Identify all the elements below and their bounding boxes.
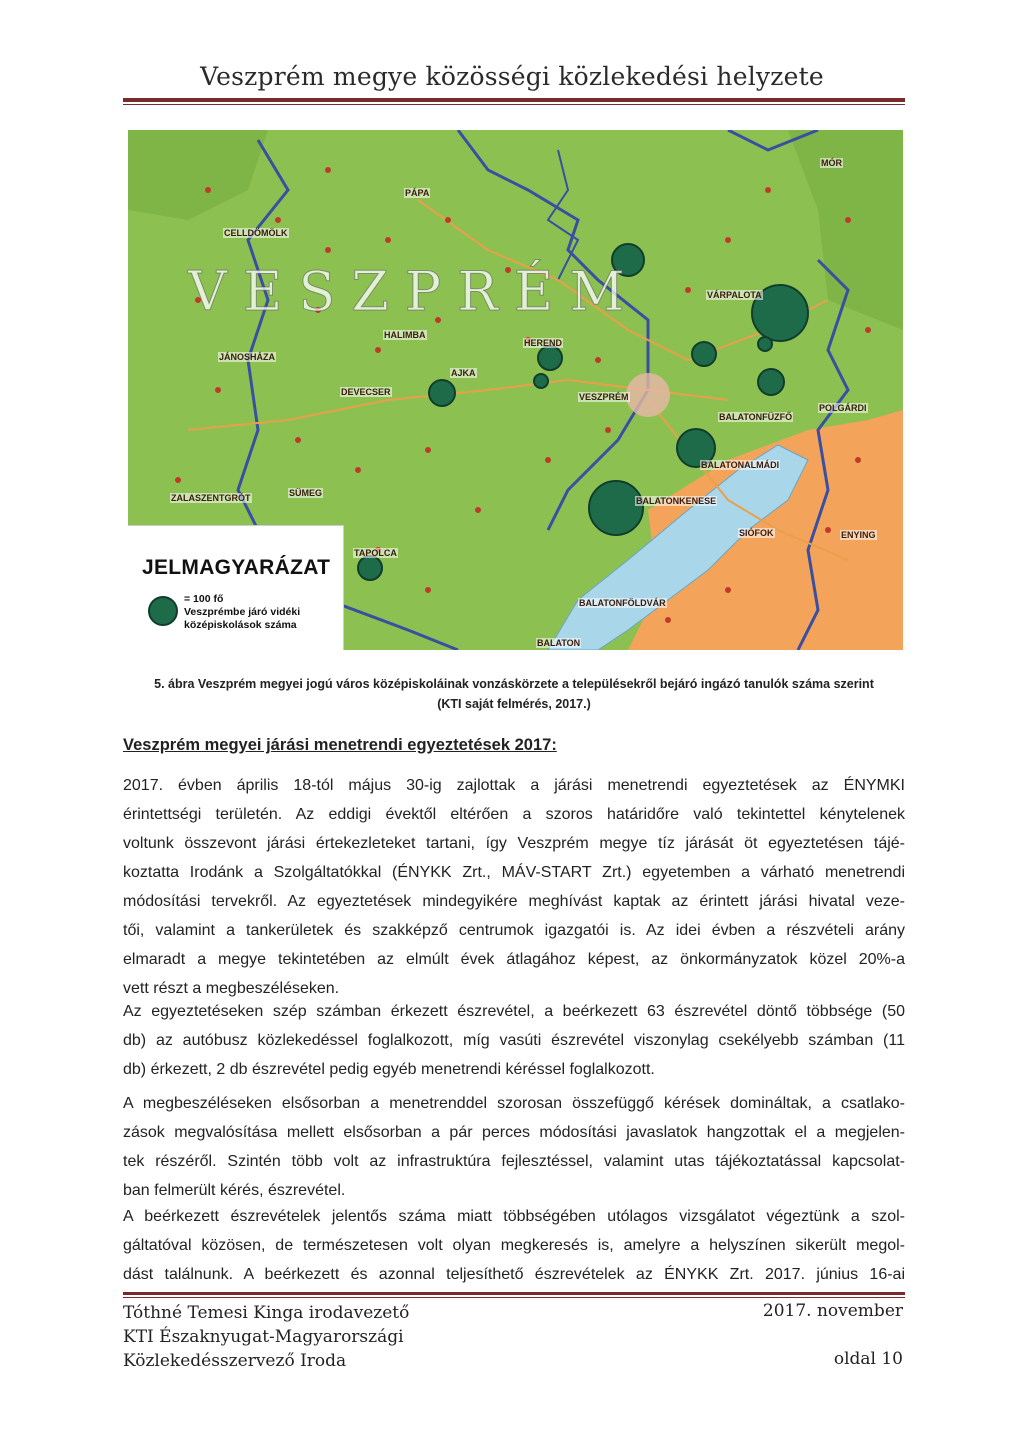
text-line: tői, valamint a tankerületek és szakképző centrumok igazgatói is. Az idei évben a részvételi arány bbox=[123, 922, 905, 939]
map-label-celldomolk: CELLDÖMÖLK bbox=[224, 228, 288, 238]
paragraph-3 bbox=[123, 1089, 905, 1205]
text-line: 2017. évben április 18-tól május 30-ig zajlottak a járási menetrendi egyeztetések az ÉNYMKI bbox=[123, 777, 905, 794]
legend-circle-icon bbox=[148, 596, 178, 626]
footer-org-2: Közlekedésszervező Iroda bbox=[123, 1351, 347, 1371]
map-label-balaton: BALATON bbox=[537, 638, 581, 648]
text-line: érintettségi területén. Az eddigi évektől eltérően a szoros határidőre való tekintettel kénytelenek bbox=[123, 806, 905, 823]
map-label-janoshaza: JÁNOSHÁZA bbox=[219, 352, 276, 362]
map-label-balatonkenese: BALATONKENESE bbox=[636, 496, 717, 506]
map-label-ajka: AJKA bbox=[451, 368, 476, 378]
footer-rule-thin bbox=[123, 1297, 905, 1298]
legend-line-3: középiskolások száma bbox=[184, 619, 297, 631]
text-line: vett részt a megbeszéléseken. bbox=[123, 980, 340, 997]
text-line: gáltatóval közösen, de természetesen volt olyan megkeresés is, amelyre a helyszínen sikerült megol- bbox=[123, 1237, 905, 1254]
caption-line-2: (KTI saját felmérés, 2017.) bbox=[437, 697, 591, 711]
map-label-papa: PÁPA bbox=[405, 188, 430, 198]
text-line: módosítási tervekről. Az egyeztetések mindegyikére meghívást kaptak az érintett járási hivatal veze- bbox=[123, 893, 905, 910]
section-heading: Veszprém megyei járási menetrendi egyeztetések 2017: bbox=[123, 736, 557, 754]
text-line: dást találnunk. A beérkezett és azonnal teljesíthető észrevételek az ÉNYKK Zrt. 2017. június 16-ai bbox=[123, 1266, 905, 1283]
page-header-title: Veszprém megye közösségi közlekedési helyzete bbox=[200, 62, 824, 91]
legend-title: JELMAGYARÁZAT bbox=[142, 556, 331, 579]
paragraph-4 bbox=[123, 1202, 905, 1289]
county-map-figure bbox=[128, 130, 903, 650]
map-label-devecser: DEVECSER bbox=[341, 387, 391, 397]
text-line: voltunk összevont járási értekezleteket tartani, így Veszprém megye tíz járását öt egyeztetésen tájé- bbox=[123, 835, 905, 852]
legend-description bbox=[184, 593, 334, 632]
map-label-sumeg: SÜMEG bbox=[289, 488, 323, 498]
paragraph-1 bbox=[123, 771, 905, 1003]
page-number: oldal 10 bbox=[833, 1349, 903, 1369]
map-label-herend: HEREND bbox=[524, 338, 563, 348]
legend-line-2: Veszprémbe járó vidéki bbox=[184, 606, 301, 618]
map-label-veszprem: VESZPRÉM bbox=[579, 392, 629, 402]
map-legend bbox=[128, 525, 344, 650]
map-label-halimba: HALIMBA bbox=[384, 330, 426, 340]
text-line: tek részéről. Szintén több volt az infrastruktúra fejlesztéssel, valamint utas tájékoztatással kapcsolat- bbox=[123, 1153, 905, 1170]
footer-rule bbox=[123, 1292, 905, 1295]
figure-caption bbox=[123, 674, 905, 714]
text-line: A megbeszéléseken elsősorban a menetrenddel szorosan összefüggő kérések domináltak, a csatlako- bbox=[123, 1095, 905, 1112]
text-line: koztatta Irodánk a Szolgáltatókkal (ÉNYKK Zrt., MÁV-START Zrt.) egyetemben a várható menetrendi bbox=[123, 864, 905, 881]
county-name-watermark: VESZPRÉM bbox=[188, 260, 641, 323]
map-label-polgardi: POLGÁRDI bbox=[819, 403, 867, 413]
map-label-varpalota: VÁRPALOTA bbox=[707, 290, 762, 300]
text-line: elmaradt a megye tekintetében az elmúlt évek átlagához képest, az önkormányzatok közel 20%-a bbox=[123, 951, 905, 968]
map-label-siofok: SIÓFOK bbox=[739, 528, 774, 538]
text-line: A beérkezett észrevételek jelentős száma miatt többségében utólagos vizsgálatot végeztünk a szol- bbox=[123, 1208, 905, 1225]
footer-date: 2017. november bbox=[762, 1301, 903, 1321]
caption-line-1: 5. ábra Veszprém megyei jogú város középiskoláinak vonzáskörzete a településekről bejáró ingázó tanulók száma szerint bbox=[154, 677, 874, 691]
map-label-balatonfoldvar: BALATONFÖLDVÁR bbox=[579, 598, 666, 608]
footer-author-block bbox=[123, 1301, 409, 1373]
text-line: db) az autóbusz közlekedéssel foglalkozott, míg vasúti észrevétel viszonylag csekélyebb számban (11 bbox=[123, 1032, 905, 1049]
text-line: Az egyeztetéseken szép számban érkezett észrevétel, a beérkezett 63 észrevétel döntő többsége (50 bbox=[123, 1003, 905, 1020]
map-label-tapolca: TAPOLCA bbox=[354, 548, 397, 558]
map-label-balatonalmadi: BALATONALMÁDI bbox=[701, 460, 780, 470]
map-label-mor: MÓR bbox=[821, 158, 842, 168]
header-rule bbox=[123, 98, 905, 102]
text-line: zások megvalósítása mellett elsősorban a pár perces módosítási javaslatok hangzottak el a megjelen- bbox=[123, 1124, 905, 1141]
map-label-enying: ENYING bbox=[841, 530, 876, 540]
map-label-balatonfuzfo: BALATONFÜZFŐ bbox=[719, 412, 793, 422]
map-label-zalaszentgrot: ZALASZENTGRÓT bbox=[171, 493, 251, 503]
text-line: ban felmerült kérés, észrevétel. bbox=[123, 1182, 346, 1199]
footer-author: Tóthné Temesi Kinga irodavezető bbox=[123, 1303, 410, 1323]
header-rule-thin bbox=[123, 104, 905, 105]
paragraph-2 bbox=[123, 997, 905, 1084]
text-line: db) érkezett, 2 db észrevétel pedig egyéb menetrendi kéréssel foglalkozott. bbox=[123, 1061, 655, 1078]
legend-line-1: = 100 fő bbox=[184, 593, 224, 605]
footer-org-1: KTI Északnyugat-Magyarországi bbox=[123, 1327, 404, 1347]
